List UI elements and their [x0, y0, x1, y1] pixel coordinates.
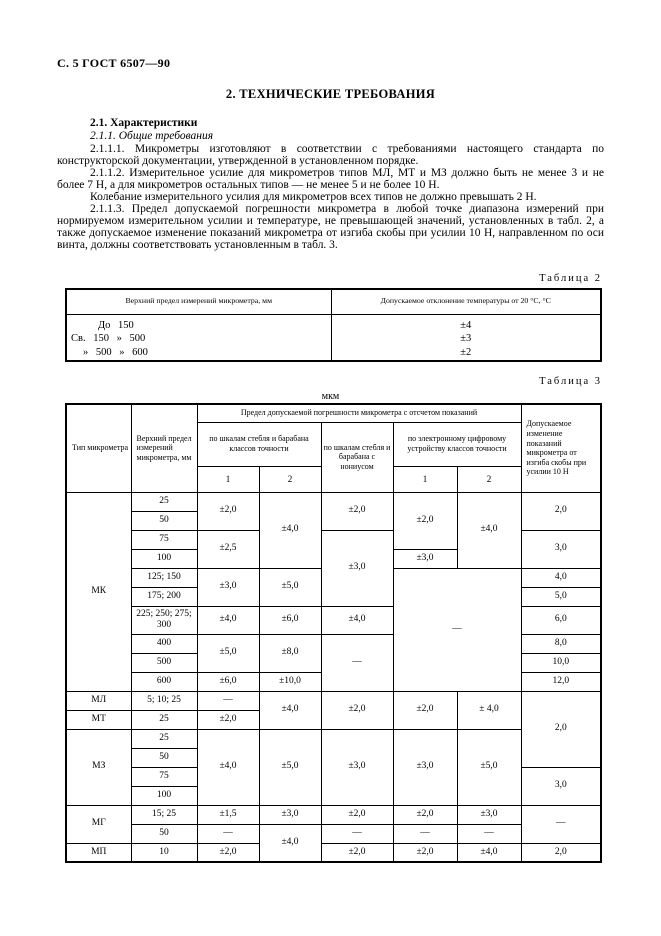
t3-cell: 10 [131, 843, 197, 862]
t3-cell: 3,0 [521, 767, 601, 805]
t3-cell: 500 [131, 653, 197, 672]
t3-cell: ±4,0 [321, 606, 393, 634]
paragraph-2112b: Колебание измерительного усилия для микрометров всех типов не должно превышать 2 Н. [90, 191, 537, 203]
t3-cell: 50 [131, 748, 197, 767]
t3-cell: ±3,0 [457, 805, 521, 824]
t2-value: ±2 [460, 346, 472, 358]
t3-cell: ±2,0 [197, 710, 259, 729]
t2-range: До 150 [98, 319, 134, 331]
t3-cell: ±4,0 [197, 729, 259, 805]
t3-header-type: Тип микрометра [66, 404, 131, 492]
t3-header-dclass1: 1 [393, 466, 457, 492]
type-cell: МЛ [66, 691, 131, 710]
t2-header-temperature: Допускаемое отклонение температуры от 20 °С, °С [331, 289, 601, 314]
t3-cell: ±4,0 [259, 824, 321, 862]
t3-cell: 600 [131, 672, 197, 691]
t3-cell: ±2,0 [321, 805, 393, 824]
t3-cell: 2,0 [521, 492, 601, 530]
paragraph-2112: 2.1.1.2. Измерительное усилие для микрометров типов МЛ, МТ и МЗ должно быть не менее 3 и не более 7 Н, а для микрометров остальных типов — не менее 5 и не более 10 Н. [57, 167, 604, 191]
paragraph-2111: 2.1.1.1. Микрометры изготовляют в соответствии с требованиями настоящего стандарта по конструкторской документации, утвержденной в установленном порядке. [57, 143, 604, 167]
table2-caption: Таблица 2 [539, 273, 602, 284]
t2-ranges-cell [66, 314, 331, 361]
t3-cell: 75 [131, 767, 197, 786]
t3-cell: 6,0 [521, 606, 601, 634]
t3-cell: ±10,0 [259, 672, 321, 691]
t3-cell: — [321, 824, 393, 843]
t3-cell: ±4,0 [259, 691, 321, 729]
t3-cell: 50 [131, 511, 197, 530]
t3-cell: ±3,0 [393, 729, 457, 805]
t3-cell: ±3,0 [197, 568, 259, 606]
t3-header-class2: 2 [259, 466, 321, 492]
t3-cell: 5; 10; 25 [131, 691, 197, 710]
t3-header-scale-classes: по шкалам стебля и барабана классов точности [197, 422, 321, 466]
t3-cell: 12,0 [521, 672, 601, 691]
table2 [65, 288, 602, 362]
t2-values-cell [331, 314, 601, 361]
t3-cell: ±2,0 [197, 843, 259, 862]
t3-cell: ±5,0 [259, 568, 321, 606]
t3-cell: 225; 250; 275; 300 [131, 606, 197, 634]
t3-cell: ±2,0 [393, 691, 457, 729]
t3-header-dclass2: 2 [457, 466, 521, 492]
t3-cell: 400 [131, 634, 197, 653]
t3-cell: ±5,0 [259, 729, 321, 805]
t3-cell: — [393, 824, 457, 843]
t3-cell: ±5,0 [457, 729, 521, 805]
t3-cell: — [521, 805, 601, 843]
t3-cell: 25 [131, 729, 197, 748]
t3-cell: ±3,0 [321, 729, 393, 805]
t3-cell: 50 [131, 824, 197, 843]
t3-cell: ±2,0 [393, 843, 457, 862]
t2-value: ±4 [460, 319, 472, 331]
t3-cell: ±2,0 [197, 492, 259, 530]
t3-header-vernier: по шкалам стебля и барабана с нониусом [321, 422, 393, 492]
t3-cell: — [197, 824, 259, 843]
type-cell: МТ [66, 710, 131, 729]
t3-cell: ±5,0 [197, 634, 259, 672]
t3-cell: 25 [131, 710, 197, 729]
table3 [65, 403, 602, 863]
t3-cell: 25 [131, 492, 197, 511]
type-cell: МГ [66, 805, 131, 843]
t3-cell: ±4,0 [259, 492, 321, 568]
t3-cell: — [321, 634, 393, 691]
subsection-characteristics: 2.1. Характеристики [90, 117, 198, 129]
t3-cell: 175; 200 [131, 587, 197, 606]
t3-cell: ±4,0 [197, 606, 259, 634]
t3-cell: ±4,0 [457, 843, 521, 862]
t3-cell: 2,0 [521, 691, 601, 767]
t3-header-error-group: Предел допускаемой погрешности микрометра с отсчетом показаний [197, 404, 521, 422]
t3-cell: — [457, 824, 521, 843]
t3-header-bend: Допускаемое изменение показаний микрометра от изгиба скобы при усилии 10 Н [521, 404, 601, 492]
t3-header-digital-classes: по электронному цифровому устройству классов точности [393, 422, 521, 466]
t3-cell: ±4,0 [457, 492, 521, 568]
t3-cell: ±3,0 [321, 530, 393, 606]
t3-cell: 5,0 [521, 587, 601, 606]
t3-header-upper-limit: Верхний предел измерений микрометра, мм [131, 404, 197, 492]
t3-cell: 2,0 [521, 843, 601, 862]
t2-range: Св. 150 » 500 [71, 333, 146, 344]
t3-cell: 100 [131, 786, 197, 805]
t3-cell: ±8,0 [259, 634, 321, 672]
t3-cell: 125; 150 [131, 568, 197, 587]
t3-cell: ±2,5 [197, 530, 259, 568]
t3-cell: — [393, 568, 521, 691]
t2-value: ±3 [460, 333, 472, 344]
t3-cell: — [197, 691, 259, 710]
t3-cell: 75 [131, 530, 197, 549]
t3-header-class1: 1 [197, 466, 259, 492]
section-title: 2. ТЕХНИЧЕСКИЕ ТРЕБОВАНИЯ [225, 87, 436, 101]
t3-cell: ±1,5 [197, 805, 259, 824]
type-cell: МП [66, 843, 131, 862]
t3-cell: ±2,0 [321, 843, 393, 862]
t3-cell: ±2,0 [393, 805, 457, 824]
type-cell: МЗ [66, 729, 131, 805]
t3-cell: 10,0 [521, 653, 601, 672]
table3-caption: Таблица 3 [539, 376, 602, 387]
t3-cell: ±6,0 [259, 606, 321, 634]
type-cell: МК [66, 492, 131, 691]
t3-cell: 15; 25 [131, 805, 197, 824]
t3-cell: ±6,0 [197, 672, 259, 691]
unit-label: мкм [321, 391, 340, 402]
t3-cell: ±2,0 [321, 691, 393, 729]
t3-cell: 100 [131, 549, 197, 568]
paragraph-2113: 2.1.1.3. Предел допускаемой погрешности микрометра в любой точке диапазона измерений при нормируемом измерительном усилии и температуре, не превышающей значений, установленных в табл. 2, а также допускаемое изменение показаний микрометра от изгиба скобы при усилии 10 Н, направленном по оси винта, должны соответствовать установленным в табл. 3. [57, 203, 604, 251]
t3-cell: ±2,0 [393, 492, 457, 549]
t3-cell: ±3,0 [393, 549, 457, 568]
page-header: С. 5 ГОСТ 6507—90 [57, 56, 171, 70]
t3-cell: ± 4,0 [457, 691, 521, 729]
t3-cell: ±3,0 [259, 805, 321, 824]
subsection-general-requirements: 2.1.1. Общие требования [90, 130, 214, 142]
t3-cell: 4,0 [521, 568, 601, 587]
t2-header-upper-limit: Верхний предел измерений микрометра, мм [66, 289, 331, 314]
t3-cell: 3,0 [521, 530, 601, 568]
t2-range: » 500 » 600 [83, 346, 148, 358]
t3-cell: 8,0 [521, 634, 601, 653]
t3-cell: ±2,0 [321, 492, 393, 530]
